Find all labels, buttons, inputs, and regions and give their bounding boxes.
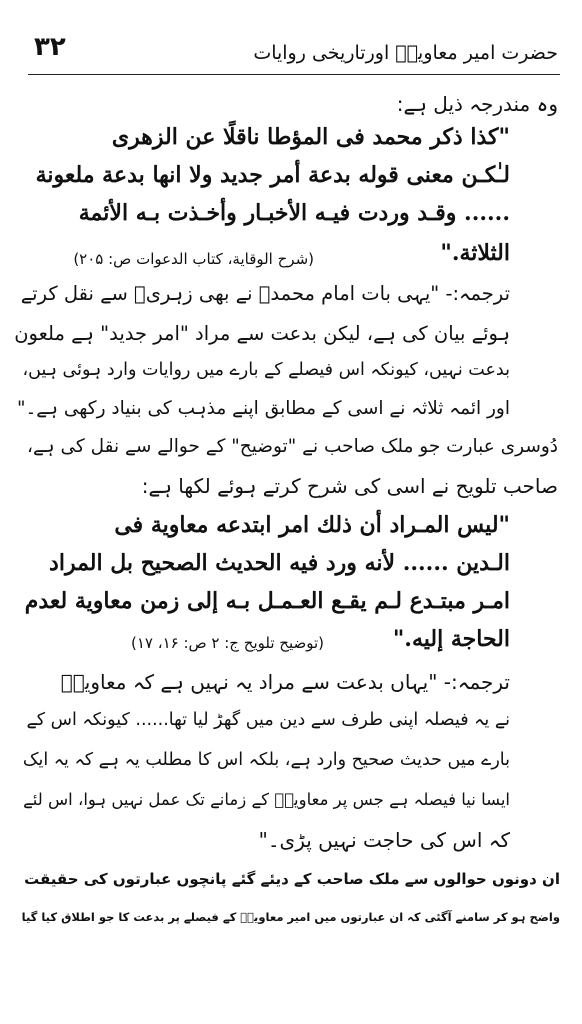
running-title: حضرت امیر معاویہؓ اورتاریخی روایات (253, 42, 558, 64)
translation-2-line: کہ اس کی حاجت نہیں پڑی۔" (258, 828, 510, 852)
translation-2-line: ترجمہ:- "یہاں بدعت سے مراد یہ نہیں ہے کہ معاویہؓ (60, 670, 510, 694)
translation-1-line: بدعت نہیں، کیونکہ اس فیصلے کے بارے میں روایات وارد ہوئی ہیں، (22, 360, 510, 380)
arabic-quote-2-line: "ليس المـراد أن ذلك امر ابتدعه معاوية فى (114, 512, 510, 538)
translation-1-line: ہوئے بیان کی ہے، لیکن بدعت سے مراد "امر جدید" ہے ملعون (14, 322, 510, 345)
conclusion-line: ان دونوں حوالوں سے ملک صاحب کے دیئے گئے پانچوں عبارتوں کی حقیقت (24, 870, 560, 888)
arabic-quote-1-line: الثلاثة." (440, 240, 510, 266)
quote-2-reference: (توضيح تلويح ج: ۲ ص: ۱۶، ۱۷) (130, 634, 324, 652)
arabic-quote-2-line: الـدين ...... لأنه ورد فيه الحديث الصحيح بل المراد (49, 550, 510, 576)
translation-2-line: ایسا نیا فیصلہ ہے جس پر معاویہؓ کے زمانے تک عمل نہیں ہوا، اس لئے (23, 790, 510, 809)
second-reference-line: دُوسری عبارت جو ملک صاحب نے "توضیح" کے حوالے سے نقل کی ہے، (26, 436, 558, 457)
intro-line: وہ مندرجہ ذیل ہے: (396, 92, 558, 116)
translation-2-line: نے یہ فیصلہ اپنی طرف سے دین میں گھڑ لیا تھا...... کیونکہ اس کے (26, 710, 510, 730)
page-header (28, 30, 560, 75)
translation-1-line: ترجمہ:- "یہی بات امام محمدؒ نے بھی زہریؒ سے نقل کرتے (20, 282, 510, 305)
arabic-quote-2-line: امـر مبتـدع لـم يقـع العـمـل بـه إلى زمن معاوية لعدم (24, 588, 510, 614)
arabic-quote-1-line: "كذا ذكر محمد فى المؤطا ناقلًا عن الزهرى (111, 124, 510, 150)
arabic-quote-2-line: الحاجة إليه." (392, 626, 510, 652)
arabic-quote-1-line: لـٰكـن معنى قوله بدعة أمر جديد ولا انها بدعة ملعونة (35, 162, 510, 188)
conclusion-line: واضح ہو کر سامنے آگئی کہ ان عبارتوں میں امیر معاویہؓ کے فیصلے پر بدعت کا جو اطلاق کیا گیا (21, 910, 560, 924)
quote-1-reference: (شرح الوقاية، كتاب الدعوات ص: ۲۰۵) (73, 250, 314, 268)
second-reference-line: صاحب تلویح نے اسی کی شرح کرتے ہوئے لکھا ہے: (141, 474, 558, 498)
translation-2-line: بارے میں حدیث صحیح وارد ہے، بلکہ اس کا مطلب یہ ہے کہ یہ ایک (22, 750, 510, 770)
page-number: ۳۲ (34, 32, 66, 62)
arabic-quote-1-line: ...... وقـد وردت فيـه الأخبـار وأخـذت بـه الأئمة (78, 200, 510, 226)
translation-1-line: اور ائمہ ثلاثہ نے اسی کے مطابق اپنے مذہب کی بنیاد رکھی ہے۔" (16, 398, 510, 419)
